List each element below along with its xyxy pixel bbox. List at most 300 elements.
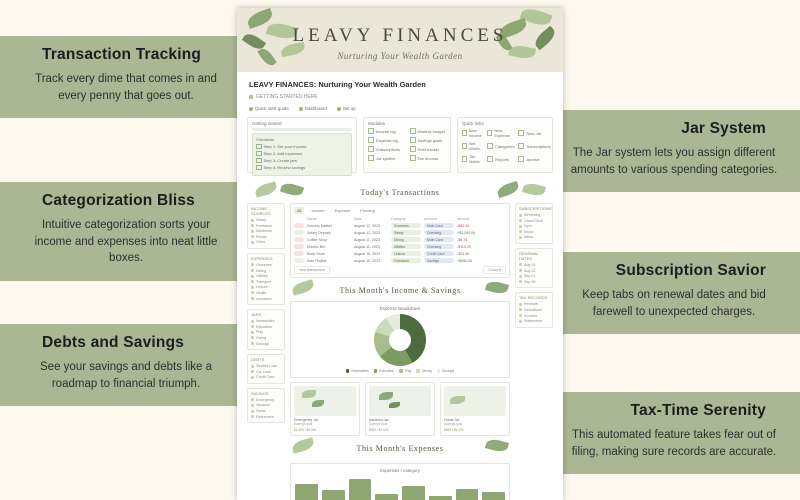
cell-name: Book Store — [307, 251, 325, 256]
transactions-table[interactable] — [290, 203, 510, 278]
row-marker — [294, 258, 304, 263]
page-icon — [410, 128, 416, 134]
feature-card-debts-and-savings — [0, 324, 244, 406]
sidebar-item[interactable]: Other — [251, 240, 281, 244]
feature-title: Tax-Time Serenity — [630, 402, 766, 419]
quick-links-panel[interactable] — [457, 117, 553, 173]
sidebar-item[interactable]: Health — [251, 291, 281, 295]
row-marker — [294, 230, 304, 235]
checkbox-icon[interactable] — [256, 158, 262, 164]
sidebar-item[interactable]: Cloud Drive — [519, 219, 549, 223]
tab-all[interactable]: All — [294, 207, 304, 214]
sidebar-item[interactable]: Gym — [519, 224, 549, 228]
quick-link[interactable]: Net Worth — [462, 141, 483, 151]
feature-body: Track every dime that comes in and every penny that goes out. — [35, 73, 217, 102]
right-sidebar — [515, 203, 553, 500]
row-marker — [294, 223, 304, 228]
dot-icon — [519, 236, 522, 239]
page-icon — [487, 156, 493, 162]
leaf-icon — [291, 437, 315, 453]
dot-icon — [251, 325, 254, 328]
sidebar-item[interactable]: Necessities — [251, 319, 281, 323]
checklist-item[interactable]: Step 1: Set your Income — [256, 144, 348, 150]
tab-income[interactable]: Income — [311, 208, 325, 213]
panel-heading: Quick links — [462, 121, 484, 126]
feature-title: Subscription Savior — [615, 262, 766, 279]
sidebar-item[interactable]: Car Loan — [251, 370, 281, 374]
checkbox-icon[interactable] — [256, 144, 262, 150]
quick-link[interactable]: New Expense — [487, 128, 514, 138]
modules-grid — [368, 128, 446, 161]
jar-name: Home Jar — [444, 418, 460, 422]
dot-icon — [251, 331, 254, 334]
quick-link[interactable]: Reports — [487, 154, 514, 164]
dot-icon — [251, 269, 254, 272]
checklist-title: Checklists — [256, 137, 275, 142]
jar-name: Vacation Jar — [369, 418, 389, 422]
dot-icon — [251, 275, 254, 278]
legend-swatch — [346, 369, 350, 373]
checkbox-icon[interactable] — [256, 165, 262, 171]
dot-icon — [519, 303, 522, 306]
sidebar-item[interactable]: Savings — [251, 342, 281, 346]
leaf-icon — [312, 400, 324, 407]
sidebar-item[interactable]: Utilities — [251, 274, 281, 278]
jar-name: Emergency Jar — [294, 418, 319, 422]
cell-date: August 12, 2023 — [354, 230, 381, 235]
app-window — [237, 8, 563, 500]
page-icon — [462, 143, 467, 149]
sidebar-item[interactable]: Streaming — [519, 213, 549, 217]
page-icon — [487, 130, 492, 136]
toolbar-item-dashboard[interactable] — [299, 106, 327, 111]
page-icon — [518, 130, 524, 136]
toolbar-label: Quick start guide — [255, 106, 289, 111]
jar-card[interactable] — [440, 382, 510, 436]
dot-icon — [519, 308, 522, 311]
notion-page-body — [237, 72, 563, 500]
sidebar-group-tax[interactable] — [515, 292, 553, 327]
chart-title: Expenses / category — [380, 468, 420, 473]
jar-illustration — [294, 386, 356, 416]
legend-swatch — [374, 369, 378, 373]
sidebar-item[interactable]: Sep 09 — [519, 280, 549, 284]
cell-amount: +$3,200.00 — [457, 230, 476, 235]
sidebar-item[interactable]: Music — [519, 230, 549, 234]
jar-progress: $640 / $2,000 — [369, 428, 389, 432]
dot-icon — [251, 219, 254, 222]
dot-icon — [519, 214, 522, 217]
modules-panel[interactable] — [363, 117, 451, 173]
legend-item: Savings — [437, 369, 455, 373]
cell-category: Utilities — [391, 244, 421, 249]
group-title: RENEWAL DATES — [519, 250, 539, 261]
page-icon — [518, 143, 524, 149]
group-title: TAX RECORDS — [519, 295, 548, 301]
expense-breakdown-chart[interactable] — [290, 301, 510, 378]
sidebar-item[interactable]: Retirement — [251, 415, 281, 419]
dot-icon — [519, 230, 522, 233]
cell-amount: -$110.20 — [457, 244, 471, 249]
feature-body: The Jar system lets you assign different amounts to various spending categories. — [570, 147, 778, 176]
feature-body: See your savings and debts like a roadmap to financial triumph. — [40, 361, 212, 390]
placeholder-line — [252, 128, 352, 131]
dot-icon — [251, 404, 254, 407]
sidebar-item[interactable]: Emergency — [251, 398, 281, 402]
feature-title: Jar System — [681, 120, 766, 137]
bar — [482, 492, 505, 500]
banner-subtitle: Nurturing Your Wealth Garden — [337, 51, 463, 61]
table-footer — [294, 266, 506, 274]
dot-icon — [251, 365, 254, 368]
sidebar-item[interactable]: Insurance — [251, 297, 281, 301]
sidebar-group-subscriptions[interactable] — [515, 203, 553, 244]
quick-link[interactable]: Categories — [487, 141, 514, 151]
sidebar-item[interactable]: Rental — [251, 235, 281, 239]
sidebar-group-debts[interactable] — [247, 354, 285, 384]
section-header-expenses — [290, 436, 510, 459]
expenses-bar-chart[interactable] — [290, 463, 510, 500]
page-icon — [368, 155, 374, 161]
dot-icon — [519, 269, 522, 272]
leaf-bullet-icon — [249, 95, 253, 99]
dot-icon — [251, 286, 254, 289]
legend-item: Play — [399, 369, 411, 373]
center-column — [290, 203, 510, 500]
getting-started-panels — [247, 117, 553, 173]
quick-link[interactable]: Archive — [518, 154, 550, 164]
leaf-icon — [485, 279, 509, 295]
sidebar-item[interactable]: Credit Card — [251, 375, 281, 379]
page-icon — [487, 143, 493, 149]
sidebar-item[interactable]: Home — [251, 409, 281, 413]
bar — [402, 486, 425, 500]
feature-title: Categorization Bliss — [42, 192, 195, 209]
jar-gallery — [290, 382, 510, 436]
page-icon — [368, 137, 374, 143]
sidebar-item[interactable]: Statements — [519, 319, 549, 323]
leaf-icon — [389, 402, 400, 408]
dot-icon — [519, 280, 522, 283]
leaf-icon — [522, 181, 546, 197]
legend-item: Necessities — [346, 369, 369, 373]
checklist-item[interactable]: Step 2: Add expenses — [256, 151, 348, 157]
group-title: SAVINGS — [251, 390, 269, 396]
legend-swatch — [416, 369, 420, 373]
cell-name: Grocery Market — [307, 223, 332, 228]
jar-sub: Savings goal — [369, 422, 388, 426]
page-icon — [368, 128, 374, 134]
quick-link[interactable]: New Income — [462, 128, 483, 138]
page-icon — [410, 146, 416, 152]
bar — [295, 484, 318, 500]
dot-icon — [251, 370, 254, 373]
table-row[interactable] — [294, 244, 506, 249]
jar-progress: $980 / $5,000 — [444, 428, 464, 432]
page-banner — [237, 8, 563, 72]
cell-amount: -$24.00 — [457, 251, 470, 256]
dot-icon — [519, 320, 522, 323]
feature-title: Debts and Savings — [42, 334, 185, 351]
leaf-icon — [302, 390, 316, 398]
bar-row — [295, 476, 505, 500]
bar — [322, 490, 345, 500]
feature-body: Intuitive categorization sorts your income and expenses into neat little boxes. — [34, 219, 218, 265]
breadcrumb-label: GETTING STARTED HERE — [256, 94, 318, 100]
toolbar-label: Dashboard — [304, 106, 327, 111]
row-marker — [294, 237, 304, 242]
cell-date: August 10, 2023 — [354, 251, 381, 256]
sidebar-item[interactable]: Vacation — [251, 403, 281, 407]
feature-title: Transaction Tracking — [42, 46, 202, 63]
module-link[interactable]: Subscriptions — [368, 146, 405, 152]
legend-swatch — [399, 369, 403, 373]
sidebar-group-income[interactable] — [247, 203, 285, 249]
checklist-item[interactable]: Step 4: Review savings — [256, 165, 348, 171]
dot-icon — [251, 224, 254, 227]
cell-account: Checking — [424, 244, 454, 249]
cell-name: Coffee Shop — [307, 237, 327, 242]
table-row[interactable] — [294, 237, 506, 242]
bar — [349, 479, 372, 500]
section-title: This Month's Expenses — [356, 444, 444, 453]
page-icon — [462, 156, 467, 162]
feature-card-tax-time-serenity — [556, 392, 800, 474]
feature-card-transaction-tracking — [0, 36, 244, 118]
dot-icon — [251, 336, 254, 339]
page-icon — [462, 130, 467, 136]
sidebar-item[interactable]: News — [519, 235, 549, 239]
legend-item: Giving — [416, 369, 431, 373]
feature-card-categorization-bliss — [0, 182, 244, 281]
tab-pending[interactable]: Pending — [360, 208, 375, 213]
jar-illustration — [369, 386, 431, 416]
leaf-icon — [450, 396, 465, 404]
jar-progress: $1,200 / $3,000 — [294, 428, 317, 432]
page-icon — [518, 156, 524, 162]
sidebar-item[interactable]: Leisure — [251, 285, 281, 289]
left-sidebar — [247, 203, 285, 500]
dot-icon — [519, 275, 522, 278]
cell-date: August 11, 2023 — [354, 244, 380, 249]
feature-card-jar-system — [556, 110, 800, 192]
jar-sub: Savings goal — [294, 422, 313, 426]
sidebar-group-jars[interactable] — [247, 309, 285, 350]
panel-heading: Getting started — [252, 121, 282, 126]
sidebar-item[interactable]: Aug 22 — [519, 269, 549, 273]
dot-icon — [251, 280, 254, 283]
sidebar-item[interactable]: Invoices — [519, 314, 549, 318]
leaf-icon — [379, 392, 393, 400]
sidebar-item[interactable]: Play — [251, 330, 281, 334]
cell-date: August 11, 2023 — [354, 237, 380, 242]
cell-category: Dining — [391, 237, 421, 242]
feature-body: Keep tabs on renewal dates and bid farewell to unexpected charges. — [582, 289, 766, 318]
legend-item: Education — [374, 369, 395, 373]
module-link[interactable]: Tax records — [410, 155, 447, 161]
dot-icon — [251, 297, 254, 300]
dot-icon — [251, 291, 254, 294]
table-toolbar — [294, 207, 506, 214]
section-header-income-savings — [290, 278, 510, 301]
cell-account: Main Card — [424, 223, 454, 228]
cell-name: Side Project — [307, 258, 327, 263]
chart-legend — [295, 369, 505, 373]
main-columns — [247, 203, 553, 500]
sidebar-group-expenses[interactable] — [247, 253, 285, 305]
leaf-icon — [496, 181, 520, 198]
checklist-box[interactable] — [252, 133, 352, 176]
jar-illustration — [444, 386, 506, 416]
sidebar-item[interactable]: Sep 01 — [519, 274, 549, 278]
sidebar-item[interactable]: Groceries — [251, 263, 281, 267]
sidebar-item[interactable]: Transport — [251, 280, 281, 284]
dot-icon — [251, 415, 254, 418]
checkbox-icon[interactable] — [256, 151, 262, 157]
page-icon — [368, 146, 374, 152]
toolbar-label: Set up — [342, 106, 356, 111]
column-header: Date — [354, 217, 362, 221]
cell-category: Groceries — [391, 223, 421, 228]
tab-expense[interactable]: Expense — [334, 208, 351, 213]
module-link[interactable]: Monthly budget — [410, 128, 447, 134]
cell-category: Freelance — [391, 258, 421, 263]
table-tabs — [294, 207, 378, 214]
column-header: Category — [391, 217, 406, 221]
row-count: Count 6 — [483, 266, 506, 274]
dot-icon — [299, 107, 303, 111]
quick-links-grid — [462, 128, 551, 164]
page-title: LEAVY FINANCES: Nurturing Your Wealth Garden — [249, 80, 426, 89]
panel-heading: Modules — [368, 121, 386, 126]
sidebar-item[interactable]: Education — [251, 325, 281, 329]
page-icon — [410, 155, 416, 161]
cell-category: Salary — [391, 230, 421, 235]
sidebar-item[interactable]: Dining — [251, 269, 281, 273]
dot-icon — [251, 398, 254, 401]
dot-icon — [251, 320, 254, 323]
dot-icon — [519, 219, 522, 222]
dot-icon — [251, 410, 254, 413]
group-title: DEBTS — [251, 357, 265, 363]
leaf-icon — [280, 181, 304, 198]
sidebar-group-savings[interactable] — [247, 388, 285, 423]
sidebar-item[interactable]: Dividends — [251, 229, 281, 233]
table-row[interactable] — [294, 230, 506, 235]
group-title: JARS — [251, 312, 262, 318]
jar-card[interactable] — [365, 382, 435, 436]
module-link[interactable]: Income log — [368, 128, 405, 134]
group-title: SUBSCRIPTIONS — [519, 206, 552, 211]
sidebar-item[interactable]: Salary — [251, 218, 281, 222]
jar-sub: Savings goal — [444, 422, 463, 426]
toolbar-item-quick-start[interactable] — [249, 106, 289, 111]
chart-title: Expense Breakdown — [379, 306, 421, 311]
jar-card[interactable] — [290, 382, 360, 436]
dot-icon — [251, 342, 254, 345]
quick-link[interactable]: Tax Notes — [462, 154, 483, 164]
table-row[interactable] — [294, 251, 506, 256]
dot-icon — [251, 376, 254, 379]
table-header-row — [294, 217, 506, 221]
cell-account: Checking — [424, 230, 454, 235]
module-link[interactable]: Expense log — [368, 137, 405, 143]
module-link[interactable]: Jar system — [368, 155, 405, 161]
sidebar-item[interactable]: Giving — [251, 336, 281, 340]
page-toolbar — [249, 106, 553, 111]
dot-icon — [251, 241, 254, 244]
cell-amount: -$6.75 — [457, 237, 468, 242]
bar — [429, 496, 452, 500]
cell-account: Savings — [424, 258, 454, 263]
cell-name: Electric Bill — [307, 244, 325, 249]
row-marker — [294, 251, 304, 256]
feature-body: This automated feature takes fear out of filing, making sure records are accurate. — [571, 429, 777, 458]
sidebar-item[interactable]: Receipts — [519, 302, 549, 306]
bar — [375, 494, 398, 500]
dot-icon — [519, 263, 522, 266]
leaf-icon — [254, 181, 278, 197]
column-header: Account — [424, 217, 437, 221]
dot-icon — [251, 263, 254, 266]
cell-account: Main Card — [424, 237, 454, 242]
table-row[interactable] — [294, 258, 506, 263]
cell-amount: -$82.40 — [457, 223, 470, 228]
bar — [456, 489, 479, 500]
column-header: Name — [307, 217, 317, 221]
section-title: Today's Transactions — [360, 188, 440, 197]
toolbar-item-setup[interactable] — [337, 106, 356, 111]
quick-link[interactable]: New Jar — [518, 128, 550, 138]
module-link[interactable]: Debt tracker — [410, 146, 447, 152]
legend-swatch — [437, 369, 441, 373]
cell-amount: +$450.00 — [457, 258, 473, 263]
dot-icon — [519, 225, 522, 228]
section-title: This Month's Income & Savings — [339, 286, 461, 295]
sidebar-item[interactable]: Student Loan — [251, 364, 281, 368]
dot-icon — [251, 235, 254, 238]
dot-icon — [337, 107, 341, 111]
sidebar-item[interactable]: Deductions — [519, 308, 549, 312]
getting-started-panel[interactable] — [247, 117, 357, 173]
sidebar-item[interactable]: Aug 18 — [519, 263, 549, 267]
quick-link[interactable]: Subscriptions — [518, 141, 550, 151]
leaf-icon — [485, 437, 509, 453]
checklist-item[interactable]: Step 3: Create jars — [256, 158, 348, 164]
sidebar-group-renewals[interactable] — [515, 248, 553, 288]
group-title: INCOME SOURCES — [251, 206, 271, 216]
dot-icon — [519, 314, 522, 317]
new-transaction-button[interactable]: New transaction — [294, 266, 330, 274]
feature-card-subscription-savior — [556, 252, 800, 334]
page-icon — [410, 137, 416, 143]
cell-category: Leisure — [391, 251, 421, 256]
sidebar-item[interactable]: Freelance — [251, 224, 281, 228]
dot-icon — [249, 107, 253, 111]
module-link[interactable]: Savings goals — [410, 137, 447, 143]
cell-account: Credit Card — [424, 251, 454, 256]
breadcrumb[interactable] — [249, 94, 553, 100]
cell-date: August 10, 2023 — [354, 258, 381, 263]
cell-name: Salary Deposit — [307, 230, 331, 235]
group-title: EXPENSES — [251, 255, 273, 261]
dot-icon — [251, 230, 254, 233]
cell-date: August 12, 2023 — [354, 223, 381, 228]
banner-title: LEAVY FINANCES — [292, 25, 508, 46]
table-row[interactable] — [294, 223, 506, 228]
column-header: Amount — [457, 217, 470, 221]
section-header-transactions — [247, 180, 553, 203]
